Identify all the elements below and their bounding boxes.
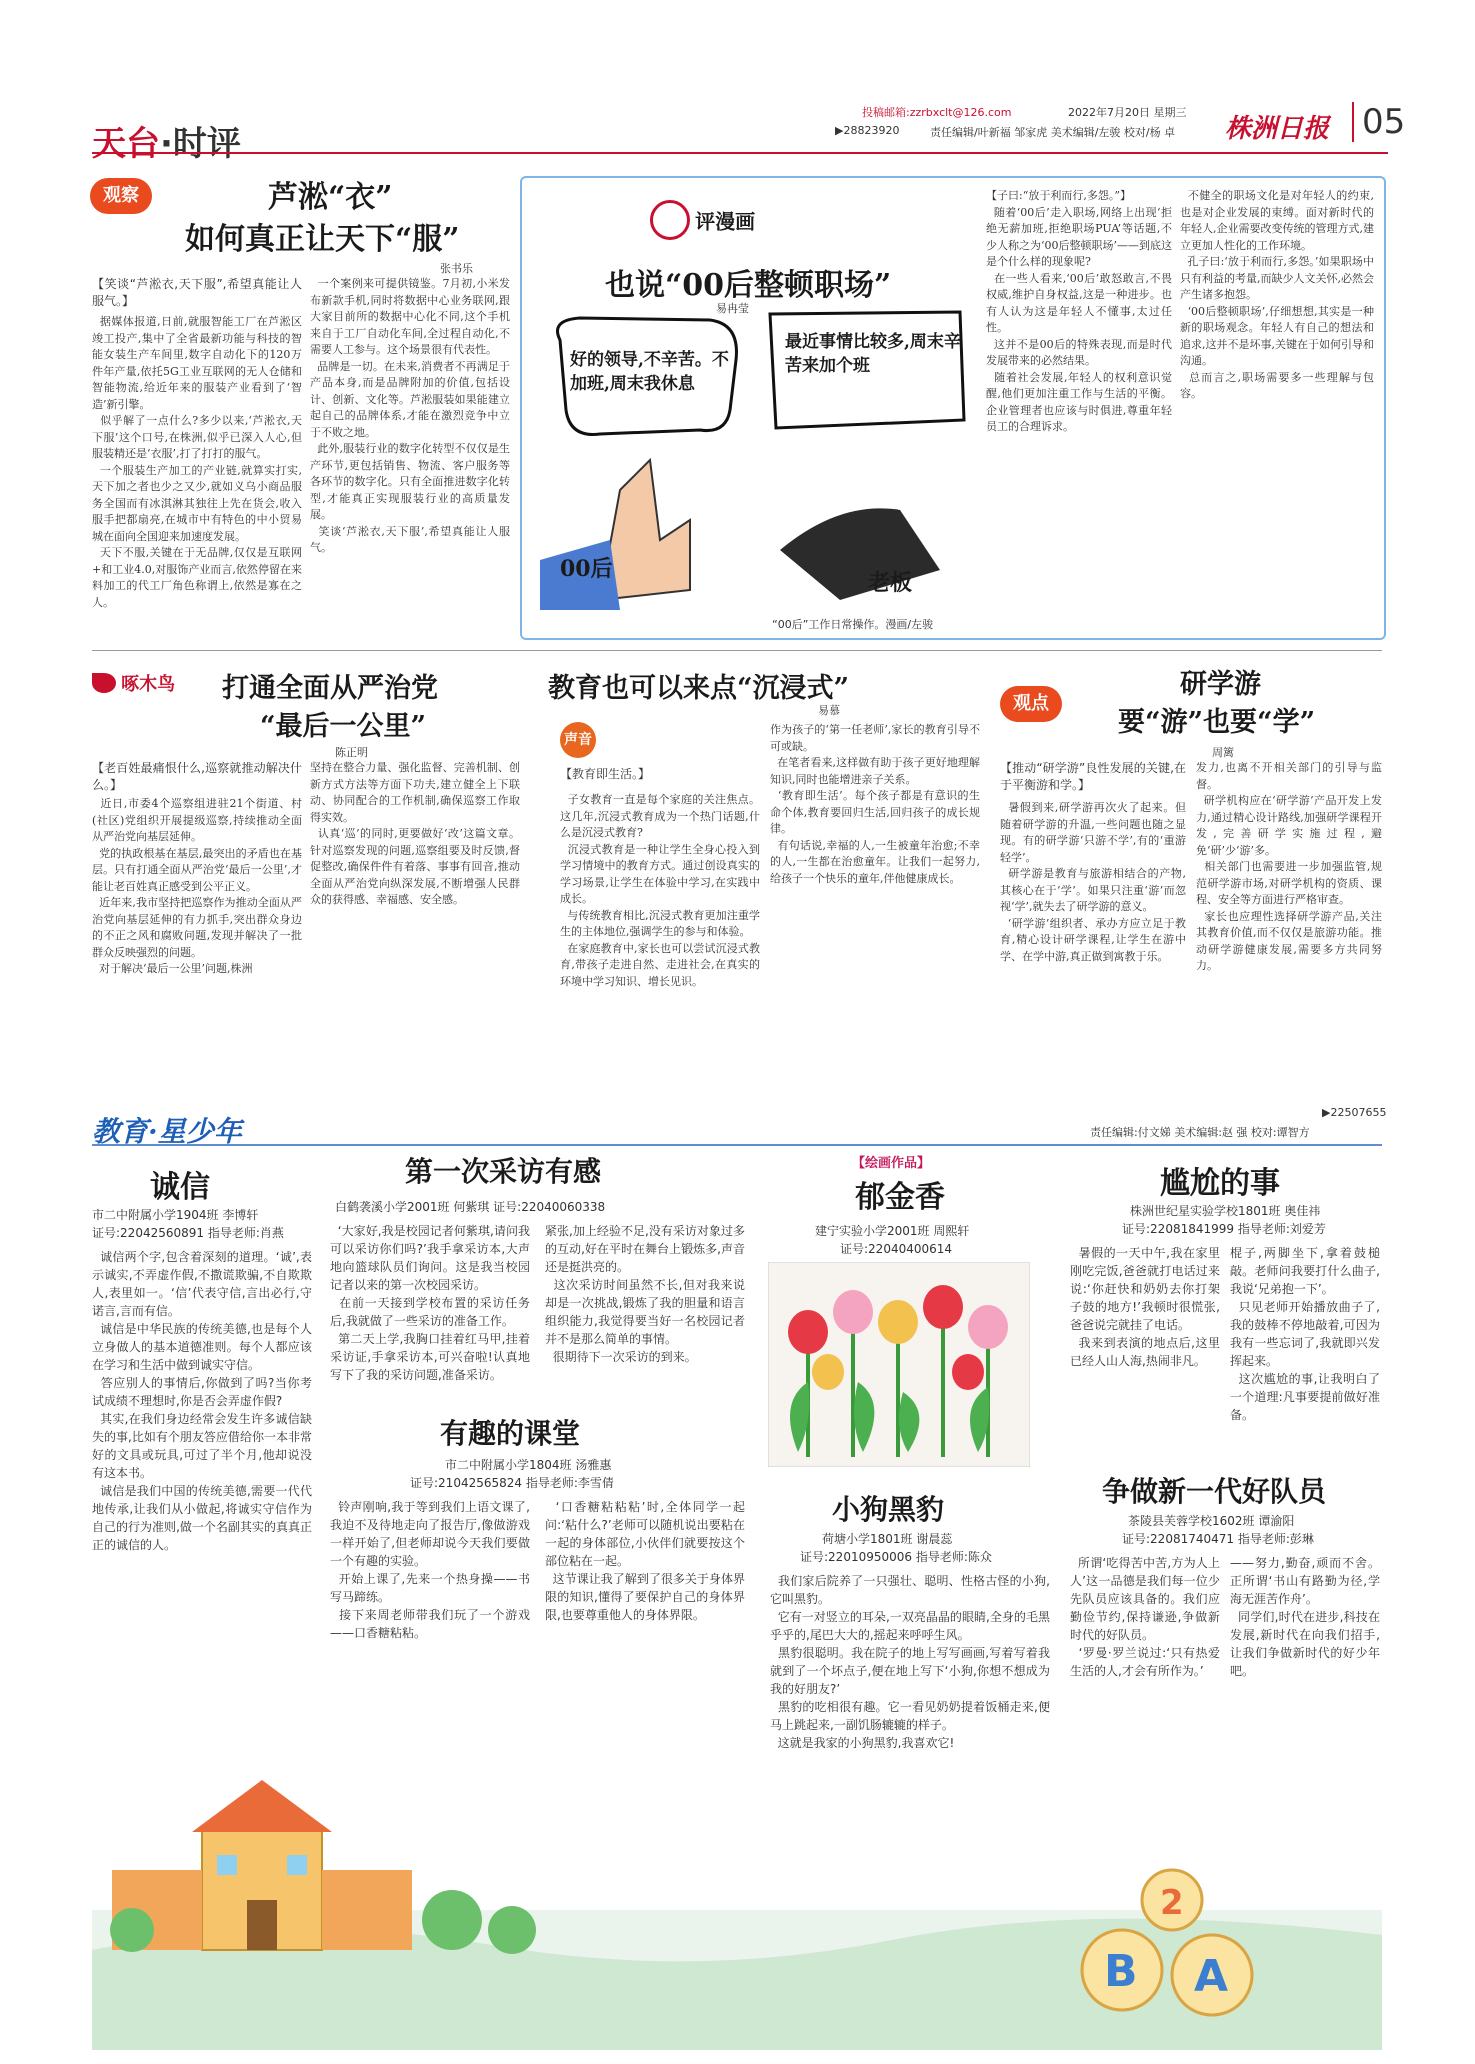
a4-lower-title: 郁金香 (855, 1180, 945, 1215)
woodpecker-icon (92, 673, 116, 693)
label-boss: 老板 (868, 570, 913, 596)
m1-title-1: 打通全面从严治党 (222, 673, 438, 704)
editors: 责任编辑/叶新福 邹家虎 美术编辑/左骏 校对/杨 卓 (930, 126, 1176, 139)
m3-body-right: 发力,也离不开相关部门的引导与监督。 研学机构应在‘研学游’产品开发上发力,通过精心设计路线,加强研学课程开发,完善研学实施过程,避免‘研’少‘游’多。 相关部门也需要进一步加强监管,规范研学游市场,对研学机构的资质、课程、安全等方面进行严格审查。 家长也应理性选择研学游产品,关注其教育价值,而不仅仅是旅游功能。推动研学游健康发展,需要多方共同努力。 (1196, 761, 1382, 972)
a6-lower-body-left: 暑假的一天中午,我在家里刚吃完饭,爸爸就打电话过来说:‘你赶快和奶奶去你打架子鼓的地方!’我顿时很慌张,爸爸说完就挂了电话。 我来到表演的地点后,这里已经人山人海,热闹非凡。 (1070, 1246, 1220, 1368)
a5-lower-body: 我们家后院养了一只强壮、聪明、性格古怪的小狗,它叫黑豹。 它有一对竖立的耳朵,一双亮晶晶的眼睛,全身的毛黑乎乎的,尾巴大大的,摇起来呼呼生风。 黑豹很聪明。我在院子的地上写写画画,写着写着我就到了一个坏点子,便在地上写下‘小狗,你想不想成为我的好朋友?’ 黑豹的吃相很有趣。它一看见奶奶提着饭桶走来,便马上跳起来,一副饥肠辘辘的样子。 这就是我家的小狗黑豹,我喜欢它! (770, 1574, 1050, 1748)
m3-title-1: 研学游 (1180, 669, 1261, 700)
svg-text:2: 2 (1160, 1883, 1184, 1923)
a1-lower-byline2: 证号:22042560891 指导老师:肖燕 (92, 1226, 284, 1240)
a5-lower-title: 小狗黑豹 (832, 1493, 945, 1526)
woodpecker-tag: 啄木鸟 (121, 674, 176, 695)
a7-lower-byline1: 茶陵县芙蓉学校1602班 谭渝阳 (1128, 1514, 1295, 1528)
section-title (92, 116, 241, 165)
a3-lower-byline2: 证号:21042565824 指导老师:李雪倩 (410, 1476, 614, 1490)
voice-tag: 声音 (560, 722, 596, 758)
m3-body-left: 暑假到来,研学游再次火了起来。但随着研学游的升温,一些问题也随之显现。有的研学游‘只游不学’,有的‘重游轻学’。 研学游是教育与旅游相结合的产物,其核心在于‘学’。如果只注重‘游’而忽视‘学’,就失去了研学游的意义。 ‘研学游’组织者、承办方应立足于教育,精心设计研学课程,让学生在游中学、在学中游,真正做到寓教于乐。 (1000, 801, 1186, 963)
lower-phone: ▶22507655 (1322, 1106, 1387, 1119)
a4-lower-byline2: 证号:22040400614 (840, 1242, 953, 1256)
a6-lower-byline1: 株洲世纪星实验学校1801班 奥佳祎 (1130, 1204, 1321, 1218)
label-00s: 00后 (560, 556, 613, 582)
m1-title-2: “最后一公里” (260, 711, 427, 742)
paper-name: 株洲日报 (1225, 114, 1330, 144)
section-dot: · (160, 124, 173, 164)
boss-hand-shape (780, 508, 940, 600)
voice-badge (560, 722, 596, 758)
m2-body-right: 作为孩子的‘第一任老师’,家长的教育引导不可或缺。 在笔者看来,这样做有助于孩子更好地理解知识,同时也能增进亲子关系。 ‘教育即生活’。每个孩子都是有意识的生命个体,教育要回归生活,回归孩子的成长规律。 有句话说,幸福的人,一生被童年治愈;不幸的人,一生都在治愈童年。让我们一起努力,给孩子一个快乐的童年,伴他健康成长。 (770, 723, 980, 885)
a1-lower-title: 诚信 (150, 1170, 210, 1205)
m2-title: 教育也可以来点“沉浸式” (548, 673, 850, 704)
a1-title-1: 芦淞“衣” (268, 180, 393, 215)
a3-lower-body-left: 铃声刚响,我于等到我们上语文课了,我迫不及待地走向了报告厅,像做游戏一样开始了,但老师却说今天我们要做一个有趣的实验。 开始上课了,先来一个热身操——书写马蹄练。 接下来周老师带我们玩了一个游戏——口香糖粘粘。 (330, 1500, 530, 1640)
comic-tag (650, 200, 755, 240)
a3-lower-byline1: 市二中附属小学1804班 汤雅惠 (445, 1458, 612, 1472)
m1-body-right: 坚持在整合力量、强化监督、完善机制、创新方式方法等方面下功夫,建立健全上下联动、协同配合的工作机制,确保巡察工作取得实效。 认真‘巡’的同时,更要做好‘改’这篇文章。针对巡察发现的问题,巡察组要及时反馈,督促整改,确保件件有着落、事事有回音,推动全面从严治党向纵深发展,不断增强人民群众的获得感、幸福感、安全感。 (310, 761, 520, 906)
divider-1 (92, 650, 1382, 651)
a1-lead: 【笑谈“芦淞衣,天下服”,希望真能让人服气。】 (92, 277, 302, 308)
comic-text-col1: 【子曰:“放于利而行,多怨。”】 随着‘00后’走入职场,网络上出现‘拒绝无薪加班,拒绝职场PUA’等话题,不少人称之为‘00后整顿职场’——到底这是个什么样的现象呢? 在一些人看来,‘00后’敢怒敢言,不畏权威,维护自身权益,这是一种进步。也有人认为这是年轻人不懂事,太过任性。 这并不是00后的特殊表现,而是时代发展带来的必然结果。 随着社会发展,年轻人的权利意识觉醒,他们更加注重工作与生活的平衡。企业管理者也应该与时俱进,尊重年轻员工的合理诉求。 (986, 189, 1172, 433)
a1-title-2: 如何真正让天下“服” (185, 222, 460, 257)
a5-lower-byline1: 荷塘小学1801班 谢晨蕊 (822, 1532, 953, 1546)
a3-lower-title: 有趣的课堂 (440, 1417, 581, 1450)
a1-lower-body: 诚信两个字,包含着深刻的道理。‘诚’,表示诚实,不弄虚作假,不撒谎欺骗,不自欺欺人,表里如一。‘信’代表守信,言出必行,守诺言,言而有信。 诚信是中华民族的传统美德,也是每个人立身做人的基本道德准则。每个人都应该在学习和生活中做到诚实守信。 答应别人的事情后,你做到了吗?当你考试成绩不理想时,你是否会弄虚作假? 其实,在我们身边经常会发生许多诚信缺失的事,比如有个朋友答应借给你一本非常好的文具或玩具,可过了半个月,他却说没有这本书。 诚信是我们中国的传统美德,需要一代代地传承,让我们从小做起,将诚实守信作为自己的行为准则,做一个名副其实的真真正正的诚信的人。 (92, 1250, 312, 1552)
comic-tag-label: 评漫画 (695, 209, 756, 234)
a6-lower-body-right: 棍子,两脚坐下,拿着鼓槌敲。老师问我要打什么曲子,我说‘兄弟抱一下’。 只见老师开始播放曲子了,我的鼓棒不停地敲着,可因为我有一些忘词了,我就即兴发挥起来。 这次尴尬的事,让我明白了一个道理:凡事要提前做好准备。 (1230, 1246, 1380, 1422)
m1-author: 陈正明 (335, 746, 368, 759)
comic-title: 也说“00后整顿职场” (605, 268, 892, 303)
woodpecker-badge (92, 670, 175, 696)
comic-caption: “00后”工作日常操作。漫画/左骏 (772, 618, 934, 631)
bubble-left: 好的领导,不辛苦。不加班,周末我休息 (570, 350, 729, 394)
comic-badge-icon (650, 200, 690, 240)
lower-editors: 责任编辑:付文娣 美术编辑:赵 强 校对:谭智方 (1090, 1126, 1310, 1139)
bottom-illustration (92, 1760, 1382, 2050)
a7-lower-body-right: ——努力,勤奋,顽而不舍。正所谓‘书山有路勤为径,学海无涯苦作舟’。 同学们,时代在进步,科技在发展,新时代在向我们招手,让我们争做新时代的好少年吧。 (1230, 1556, 1380, 1678)
svg-text:B: B (1104, 1946, 1138, 1997)
a2-lower-body-left: ‘大家好,我是校园记者何紫琪,请问我可以采访你们吗?’我手拿采访本,大声地向篮球队员们询问。这是我当校园记者以来的第一次校园采访。 在前一天接到学校布置的采访任务后,我就做了一些采访的准备工作。 第二天上学,我胸口挂着红马甲,挂着采访证,手拿采访本,可兴奋啦!认真地写下了我的采访问题,准备采访。 (330, 1224, 530, 1382)
a6-lower-title: 尴尬的事 (1160, 1166, 1280, 1201)
bubble-right: 最近事情比较多,周末辛苦来加个班 (785, 332, 961, 376)
lower-section-title: 教育·星少年 (92, 1115, 242, 1148)
school-building (112, 1780, 412, 1950)
m1-body-left: 近日,市委4个巡察组进驻21个街道、村(社区)党组织开展提级巡察,持续推动全面从严治党向基层延伸。 党的执政根基在基层,最突出的矛盾也在基层。只有打通全面从严治党‘最后一公里’,才能让老百姓真正感受到公平正义。 近年来,我市坚持把巡察作为推动全面从严治党向基层延伸的有力抓手,突出群众身边的不正之风和腐败问题,发现并解决了一批群众反映强烈的问题。 对于解决‘最后一公里’问题,株洲 (92, 797, 302, 975)
tulip-painting (768, 1262, 1030, 1467)
page-number: 05 (1352, 102, 1405, 142)
email: 投稿邮箱:zzrbxclt@126.com (862, 106, 1012, 119)
a2-lower-title: 第一次采访有感 (405, 1155, 602, 1188)
observe-badge (90, 178, 152, 214)
m2-lead: 【教育即生活。】 (560, 767, 651, 781)
a1-author: 张书乐 (440, 262, 473, 275)
svg-text:A: A (1194, 1951, 1229, 2002)
header-rule (92, 152, 1388, 154)
phone: ▶28823920 (835, 124, 900, 137)
a1-body-right: 一个案例来可提供镜鉴。7月初,小米发布新款手机,同时将数据中心业务联网,跟大家目前所的数据中心化不同,这个手机来自于工厂自动化车间,全过程自动化,不需要人工参与。这个场景很有代表性。 品牌是一切。在未来,消费者不再满足于产品本身,而是品牌附加的价值,包括设计、创新、文化等。芦淞服装如果能建立起自己的品牌体系,才能在激烈竞争中立于不败之地。 此外,服装行业的数字化转型不仅仅是生产环节,更包括销售、物流、客户服务等各环节的数字化。只有全面推进数字化转型,才能真正实现服装行业的高质量发展。 笑谈‘芦淞衣,天下服’,希望真能让人服气。 (310, 277, 510, 554)
m1-lead: 【老百姓最痛恨什么,巡察就推动解决什么。】 (92, 761, 302, 792)
comic-author: 易冉莹 (716, 302, 749, 315)
a6-lower-byline2: 证号:22081841999 指导老师:刘爱芳 (1122, 1222, 1326, 1236)
a7-lower-title: 争做新一代好队员 (1102, 1475, 1327, 1508)
a1-body-left: 据媒体报道,日前,就服智能工厂在芦淞区竣工投产,集中了全省最新功能与科技的智能女装生产车间里,数字自动化下的120万件年产量,依托5G工业互联网的无人仓储和智能物流,给近年来的服装产业看到了‘智造’新引擎。 似乎解了一点什么?多少以来,‘芦淞衣,天下服’这个口号,在株洲,似乎已深入人心,但服装精还是‘衣服’,打了打打的服气。 一个服装生产加工的产业链,就算实打实,天下加之者也少之又少,就如义乌小商品服务全国而有冰淇淋其独往上先在货会,收入服手把都扇亮,在城市中有特色的中小贸易城在面向全国迎来加速度发展。 天下不服,关键在于无品牌,仅仅是互联网+和工业4.0,对服饰产业而言,依然停留在来料加工的代工厂角色称谓上,依然是寡在之人。 (92, 315, 302, 609)
m3-title-2: 要“游”也要“学” (1118, 707, 1316, 738)
a1-lower-byline1: 市二中附属小学1904班 李博轩 (92, 1208, 259, 1222)
a5-lower-byline2: 证号:22010950006 指导老师:陈众 (800, 1550, 992, 1564)
viewpoint-tag: 观点 (1000, 686, 1062, 722)
viewpoint-badge (1000, 686, 1062, 722)
a7-lower-byline2: 证号:22081740471 指导老师:彭琳 (1122, 1532, 1314, 1546)
lower-rule (92, 1144, 1382, 1146)
m3-author: 周篱 (1212, 746, 1234, 759)
a3-lower-body-right: ‘口香糖粘粘粘’时,全体同学一起问:‘粘什么?’老师可以随机说出要粘在一起的身体部位,小伙伴们就要按这个部位粘在一起。 这节课让我了解到了很多关于身体界限的知识,懂得了要保护自己的身体界限,也要尊重他人的身体界限。 (545, 1500, 745, 1622)
section-name: 天台 (92, 124, 160, 164)
art-tag: 【绘画作品】 (852, 1156, 931, 1171)
m2-author: 易慕 (818, 704, 840, 717)
a2-lower-body-right: 紧张,加上经验不足,没有采访对象过多的互动,好在平时在舞台上锻炼多,声音还是挺洪亮的。 这次采访时间虽然不长,但对我来说却是一次挑战,锻炼了我的胆量和语言组织能力,我觉得要当好一名校园记者并不是那么简单的事情。 很期待下一次采访的到来。 (545, 1224, 745, 1364)
date: 2022年7月20日 星期三 (1068, 106, 1187, 119)
comic-text-col2: 不健全的职场文化是对年轻人的约束,也是对企业发展的束缚。面对新时代的年轻人,企业需要改变传统的管理方式,建立更加人性化的工作环境。 孔子曰:‘放于利而行,多怨。’如果职场中只有利益的考量,而缺少人文关怀,必然会产生诸多抱怨。 ‘00后整顿职场’,仔细想想,其实是一种新的职场观念。年轻人有自己的想法和追求,这并不是坏事,关键在于如何引导和沟通。 总而言之,职场需要多一些理解与包容。 (1180, 189, 1374, 400)
section-sub: 时评 (172, 124, 241, 164)
m3-lead: 【推动“研学游”良性发展的关键,在于平衡游和学。】 (1000, 761, 1186, 792)
a2-lower-byline: 白鹤袭溪小学2001班 何紫琪 证号:22040060338 (335, 1200, 606, 1214)
observe-tag: 观察 (90, 178, 152, 214)
a7-lower-body-left: 所谓‘吃得苦中苦,方为人上人’这一品德是我们每一位少先队员应该具备的。我们应勤俭节约,保持谦逊,争做新时代的好队员。 ‘罗曼·罗兰说过:‘只有热爱生活的人,才会有所作为。’ (1070, 1556, 1220, 1678)
a4-lower-byline1: 建宁实验小学2001班 周熙轩 (815, 1224, 970, 1238)
m2-body-left: 子女教育一直是每个家庭的关注焦点。这几年,沉浸式教育成为一个热门话题,什么是沉浸式教育? 沉浸式教育是一种让学生全身心投入到学习情境中的教育方式。通过创设真实的学习场景,让学生在体验中学习,在实践中成长。 与传统教育相比,沉浸式教育更加注重学生的主体地位,强调学生的参与和体验。 在家庭教育中,家长也可以尝试沉浸式教育,带孩子走进自然、走进社会,在真实的环境中学习知识、增长见识。 (560, 793, 760, 988)
